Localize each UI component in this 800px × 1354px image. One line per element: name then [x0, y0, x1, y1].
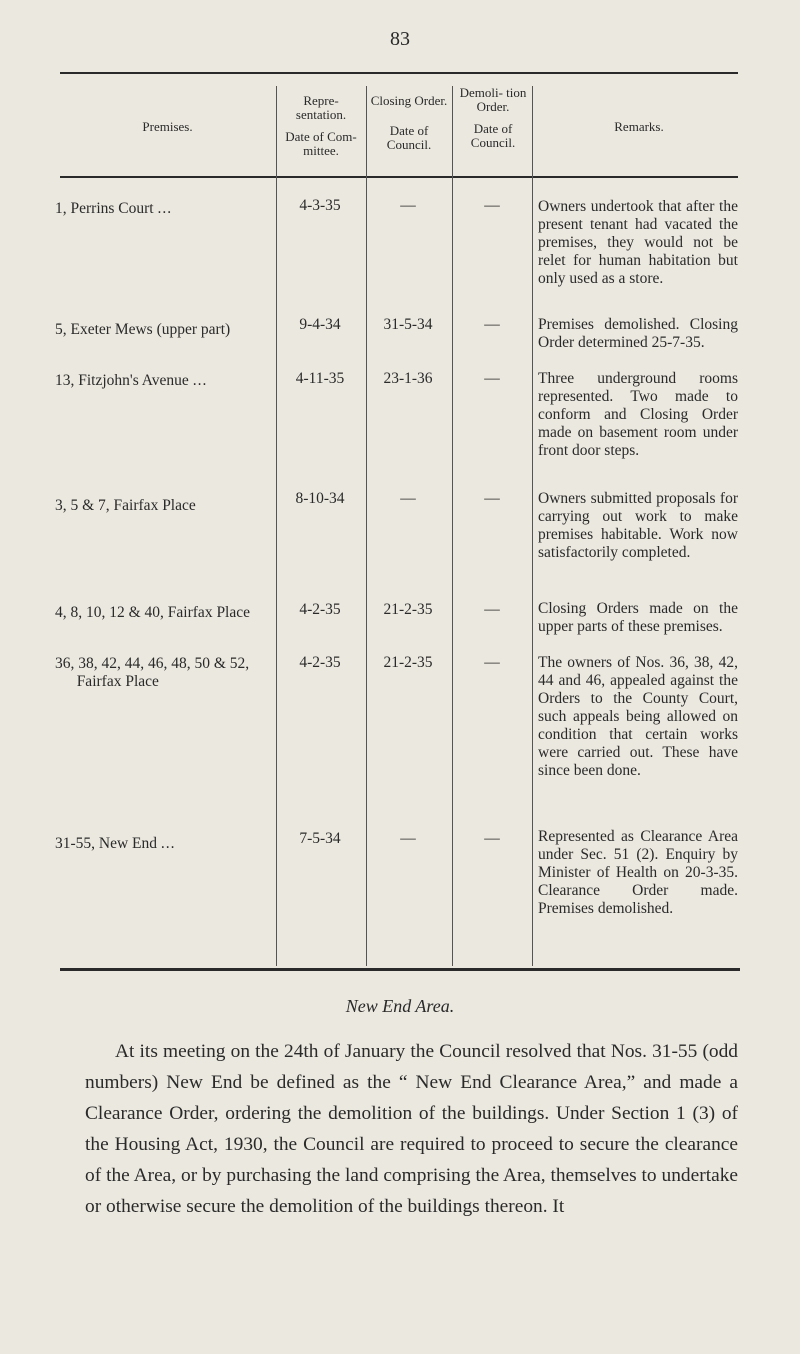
row-remarks: The owners of Nos. 36, 38, 42, 44 and 46, appealed against the Orders to the County Court, such appeals being allowed on condition that certain works were carried out. These have since been done. — [538, 654, 738, 779]
header-premises: Premises. — [142, 119, 193, 134]
row-premises: 3, 5 & 7, Fairfax Place — [55, 497, 196, 514]
header-closing-sub: Date of Council. — [386, 123, 432, 152]
row-representation-date: 4-3-35 — [299, 197, 341, 214]
header-representation-sub: Date of Com- mittee. — [285, 129, 357, 158]
section-paragraph: At its meeting on the 24th of January the Council resolved that Nos. 31-55 (odd numbers) New End be defined as the “ New End Clearance Area,” and made a Clearance Order, ordering the demolition of the buildings. Under Section 1 (3) of the Housing Act, 1930, the Council are required to proceed to secure the clearance of the Area, or by purchasing the land comprising the Area, themselves to undertake or otherwise secure the demolition of the buildings thereon. It — [85, 1041, 738, 1217]
row-demolition-date: — — [484, 490, 500, 507]
page-number: 83 — [390, 28, 410, 50]
row-closing-date: 23-1-36 — [383, 370, 433, 387]
row-representation-date: 4-2-35 — [299, 654, 341, 671]
row-closing-date: — — [400, 830, 416, 847]
row-remarks: Represented as Clearance Area under Sec. 51 (2). Enquiry by Minister of Health on 20-3-35. Clearance Order made. Premises demolished. — [538, 828, 738, 917]
row-demolition-date: — — [484, 654, 500, 671]
row-premises: 5, Exeter Mews (upper part) — [55, 321, 231, 338]
header-demolition-sub: Date of Council. — [470, 121, 516, 150]
row-premises: 31-55, New End ... — [55, 835, 176, 852]
header-closing — [370, 94, 448, 152]
row-representation-date: 8-10-34 — [295, 490, 345, 507]
column-divider — [532, 86, 533, 966]
row-remarks: Owners undertook that after the present tenant had vacated the premises, they would not be relet for human habitation but only used as a store. — [538, 198, 738, 287]
row-remarks: Three underground rooms represented. Two made to conform and Closing Order made on basement room under front door steps. — [538, 370, 738, 459]
row-demolition-date: — — [484, 830, 500, 847]
row-remarks: Owners submitted proposals for carrying out work to make premises habitable. Work now satisfactorily completed. — [538, 490, 738, 561]
header-closing-title: Closing Order. — [370, 93, 448, 108]
row-premises: 36, 38, 42, 44, 46, 48, 50 & 52, Fairfax Place — [55, 655, 250, 690]
row-premises: 13, Fitzjohn's Avenue ... — [55, 372, 208, 389]
row-representation-date: 4-2-35 — [299, 601, 341, 618]
row-representation-date: 4-11-35 — [295, 370, 345, 387]
header-remarks: Remarks. — [614, 119, 664, 134]
row-closing-date: 21-2-35 — [383, 654, 433, 671]
row-premises: 4, 8, 10, 12 & 40, Fairfax Place — [55, 604, 251, 621]
row-representation-date: 7-5-34 — [299, 830, 341, 847]
row-premises: 1, Perrins Court ... — [55, 200, 173, 217]
row-closing-date: — — [400, 197, 416, 214]
row-representation-date: 9-4-34 — [299, 316, 341, 333]
row-demolition-date: — — [484, 316, 500, 333]
table-bottom-rule — [60, 968, 740, 971]
header-demolition-title: Demoli- tion Order. — [459, 85, 527, 114]
header-demolition — [457, 86, 529, 150]
section-title: New End Area. — [345, 996, 455, 1016]
table-header-rule — [60, 176, 738, 178]
row-demolition-date: — — [484, 601, 500, 618]
column-divider — [452, 86, 453, 966]
header-representation-title: Repre- sentation. — [295, 93, 347, 122]
header-representation — [280, 94, 362, 158]
row-demolition-date: — — [484, 370, 500, 387]
row-closing-date: 31-5-34 — [383, 316, 433, 333]
table-top-rule — [60, 72, 738, 74]
row-closing-date: 21-2-35 — [383, 601, 433, 618]
row-closing-date: — — [400, 490, 416, 507]
row-remarks: Premises demolished. Closing Order determined 25-7-35. — [538, 316, 738, 351]
row-remarks: Closing Orders made on the upper parts of these premises. — [538, 600, 738, 635]
row-demolition-date: — — [484, 197, 500, 214]
